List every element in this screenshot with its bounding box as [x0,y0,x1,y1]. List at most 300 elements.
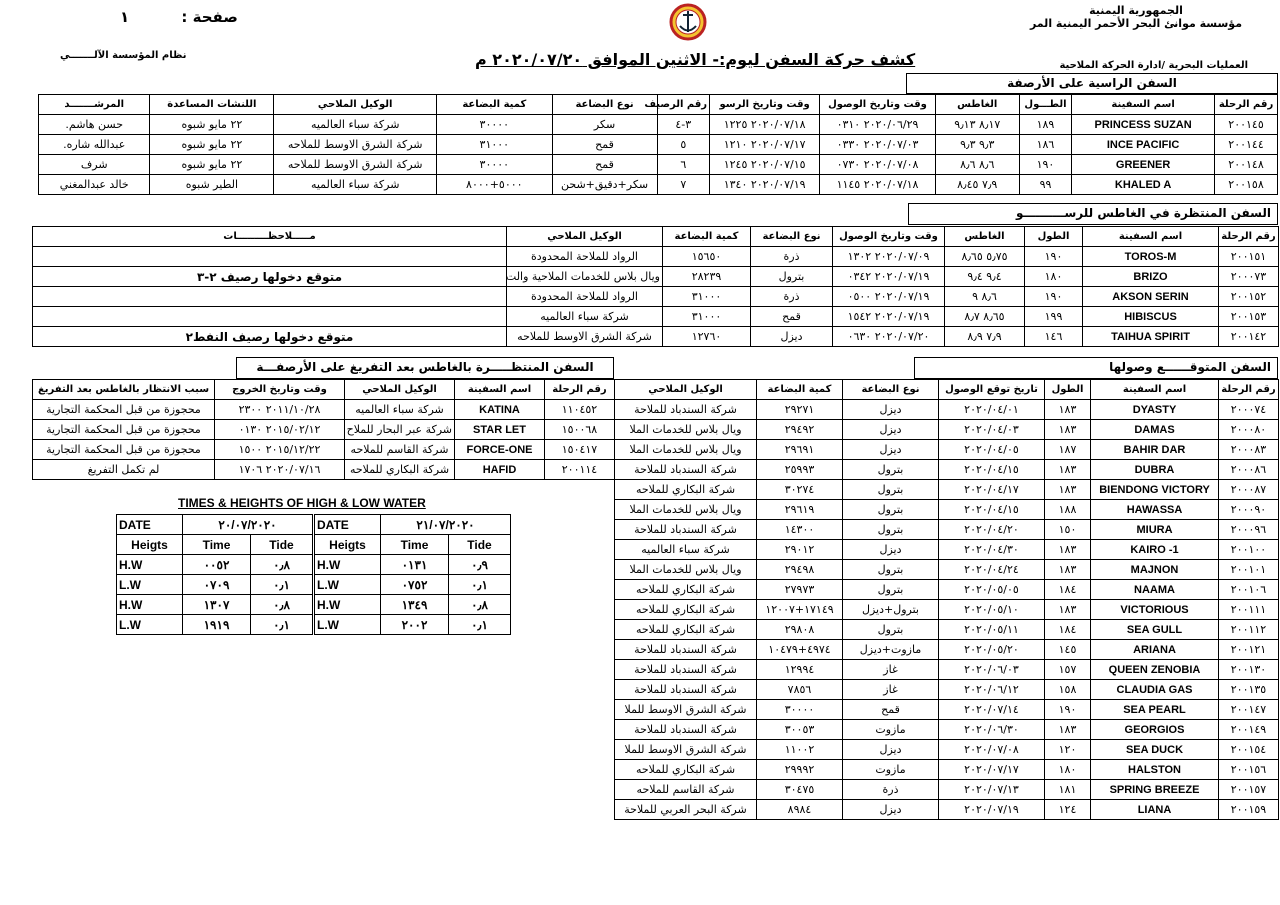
table-cell: QUEEN ZENOBIA [1091,660,1219,680]
table-cell: ٣٠٠٠٠ [437,115,552,135]
table-row [33,247,1279,267]
table-cell: ويال بلاس للخدمات الملا [615,440,757,460]
tide-row [117,615,313,635]
table-cell: سكر+دقيق+شحن [552,175,657,195]
table-cell: ١٨١ [1045,780,1091,800]
table-cell: ٢٠٢٠/٠٧/١٩ ٠٥٠٠ [833,287,945,307]
table-cell: ٢٩٨٠٨ [757,620,843,640]
table-cell: ٢٠٢٠/٠٦/٠٣ [939,660,1045,680]
table-row [615,780,1279,800]
tide-column-header: Time [183,535,251,555]
table-cell: ٢٠٢٠/٠٤/٠١ [939,400,1045,420]
column-header: كمية البضاعة [663,227,751,247]
table-cell: BRIZO [1083,267,1219,287]
table-cell: ٢٠٢٠/٠٤/٠٥ [939,440,1045,460]
system-label: نظام المؤسسة الآلـــــــي [60,50,187,61]
table-cell: شركة السندباد للملاحة [615,520,757,540]
table-cell: ٣٠٤٧٥ [757,780,843,800]
table-cell: ١٨٣ [1045,420,1091,440]
table-cell: ذرة [751,287,833,307]
tide-row [315,575,511,595]
column-header: نوع البضاعة [751,227,833,247]
table-row [615,720,1279,740]
table-cell: ٢٠٠٠٨٧ [1219,480,1279,500]
table-cell: ٢٠٢٠/٠٧/٠٩ ١٣٠٢ [833,247,945,267]
table-cell: شركة سباء العالميه [274,175,437,195]
table-cell: خالد عبدالمغني [39,175,150,195]
waiting-after-table [32,379,615,480]
table-cell: ٣١٠٠٠ [663,287,751,307]
table-cell: ٢٩٩٩٢ [757,760,843,780]
tide-row [315,555,511,575]
table-cell: ١٢٩٩٤ [757,660,843,680]
table-cell: ٧٫٩ ٨٫٤٥ [935,175,1019,195]
tide-date-label: DATE [315,515,381,535]
table-cell: ٢٩٠١٢ [757,540,843,560]
table-cell: ٢٥٩٩٣ [757,460,843,480]
table-cell: ٢٠٠١٥٨ [1215,175,1278,195]
table-cell: ٥٠٠٠+٨٠٠٠ [437,175,552,195]
table-cell: SPRING BREEZE [1091,780,1219,800]
table-cell: HAFID [455,460,545,480]
table-cell: شركة السندباد للملاحة [615,720,757,740]
table-cell: حسن هاشم. [39,115,150,135]
table-row [39,135,1278,155]
tide-row [117,555,313,575]
table-row [615,680,1279,700]
table-cell: شركة الشرق الاوسط للملاحه [507,327,663,347]
table-cell: INCE PACIFIC [1072,135,1215,155]
table-cell: ١٨٤ [1045,580,1091,600]
table-cell: ٢٠٠٠٩٠ [1219,500,1279,520]
column-header: الوكيل الملاحي [507,227,663,247]
table-cell: بترول [843,480,939,500]
table-cell: ١٩٠ [1019,155,1071,175]
tide-cell: ٢٠٠٢ [381,615,449,635]
table-cell: شركة الشرق الاوسط للملا [615,740,757,760]
table-cell: ٨٩٨٤ [757,800,843,820]
tide-cell: ٠٫٩ [449,555,511,575]
table-cell: بترول [843,460,939,480]
table-cell: قمح [751,307,833,327]
table-row [615,740,1279,760]
table-row [33,267,1279,287]
tide-cell: ٠٧٥٢ [381,575,449,595]
table-cell: قمح [552,135,657,155]
table-cell: ٢٠٢٠/٠٧/١٥ ١٢٤٥ [710,155,820,175]
column-header: وقت وتاريخ الخروج [215,380,345,400]
table-cell: HIBISCUS [1083,307,1219,327]
table-cell: ١١٠٤٥٢ [545,400,615,420]
table-cell: ٢٩٢٧١ [757,400,843,420]
table-cell: ٤٩٧٤+١٠٤٧٩ [757,640,843,660]
tide-row [315,595,511,615]
table-cell: ٢٠٢٠/٠٧/١٩ ١٣٤٠ [710,175,820,195]
tide-cell: ٠٫١ [449,575,511,595]
table-cell: ٢٠٠١١٤ [545,460,615,480]
table-cell: ٧٨٥٦ [757,680,843,700]
table-cell: ٢٠٠١٤٤ [1215,135,1278,155]
column-header: الغاطس [935,95,1019,115]
table-cell: ٢٠٢٠/٠٤/٠٣ [939,420,1045,440]
table-cell: ٢٠٠١٥٢ [1219,287,1279,307]
table-cell: BAHIR DAR [1091,440,1219,460]
table-cell: ٢٠٢٠/٠٧/١٧ ١٢١٠ [710,135,820,155]
table-cell: متوقع دخولها رصيف النفط٢ [33,327,507,347]
table-cell: قمح [552,155,657,175]
table-cell: مازوت [843,720,939,740]
column-header: رقم الرحلة [1215,95,1278,115]
table-row [615,580,1279,600]
berthed-caption: السفن الراسية على الأرصفة [906,73,1278,94]
table-cell: ٦ [657,155,709,175]
table-cell: ٢٠٢٠/٠٧/١٨ ١١٤٥ [820,175,935,195]
table-cell: ١٢٤ [1045,800,1091,820]
table-cell: مازوت+ديزل [843,640,939,660]
table-cell: شركة سباء العالميه [507,307,663,327]
table-row [615,500,1279,520]
table-cell: ٢٧٩٧٣ [757,580,843,600]
column-header: الغاطس [945,227,1025,247]
table-cell: ٢٠٠١٣٥ [1219,680,1279,700]
table-row [615,760,1279,780]
table-cell: شركة عبر البحار للملاح [345,420,455,440]
table-cell: ١٨٣ [1045,540,1091,560]
table-cell: ١٨٣ [1045,600,1091,620]
column-header: الوكيل الملاحي [274,95,437,115]
waiting-berth-caption: السفن المنتظرة في الغاطس للرســــــــــو [908,203,1278,225]
berthed-header-row [39,95,1278,115]
table-cell: ذرة [751,247,833,267]
table-cell: ١٨٣ [1045,480,1091,500]
table-cell: ٢٠٢٠/٠٧/١٨ ١٢٢٥ [710,115,820,135]
table-cell: شركة البكاري للملاحه [345,460,455,480]
tide-cell: H.W [315,555,381,575]
table-cell: SEA DUCK [1091,740,1219,760]
table-cell: FORCE-ONE [455,440,545,460]
table-cell: ١٨٣ [1045,720,1091,740]
table-row [615,800,1279,820]
tide-cell: ٠٫٨ [449,595,511,615]
table-cell: ذرة [843,780,939,800]
column-header: الوكيل الملاحي [615,380,757,400]
table-row [615,540,1279,560]
table-cell: ٢٠٢٠/٠٧/٠٣ ٠٣٣٠ [820,135,935,155]
expected-caption: السفن المتوقــــــع وصولها [914,357,1278,379]
table-row [615,520,1279,540]
tide-cell: ٠٫١ [449,615,511,635]
table-cell: ٥٫٧٥ ٨٫٦٥ [945,247,1025,267]
table-cell: ٢٠٢٠/٠٦/١٢ [939,680,1045,700]
table-cell: ٢٩٤٩٢ [757,420,843,440]
table-cell: ١٨٧ [1045,440,1091,460]
table-row [33,440,615,460]
table-cell: ديزل [843,740,939,760]
table-cell: ١٥٨ [1045,680,1091,700]
table-cell: ديزل [843,440,939,460]
table-cell: HALSTON [1091,760,1219,780]
table-cell: ١٥٧ [1045,660,1091,680]
table-cell: ٣٠٠٠٠ [437,155,552,175]
table-row [615,660,1279,680]
table-cell: ٢٠٢٠/٠٧/١٦ ١٧٠٦ [215,460,345,480]
table-cell: محجوزة من قبل المحكمة التجارية [33,420,215,440]
table-row [615,420,1279,440]
table-cell: غاز [843,660,939,680]
table-cell: MIURA [1091,520,1219,540]
expected-table [614,379,1279,820]
table-cell: HAWASSA [1091,500,1219,520]
table-cell: ٢٠٠٠٧٤ [1219,400,1279,420]
table-cell: DAMAS [1091,420,1219,440]
table-cell: ٢٨٢٣٩ [663,267,751,287]
table-cell: GREENER [1072,155,1215,175]
tide-table [116,514,313,635]
table-row [33,307,1279,327]
column-header: الطول [1045,380,1091,400]
table-cell: ١٩٠ [1045,700,1091,720]
column-header: وقت وتاريخ الوصول [820,95,935,115]
table-cell: ٢٠٠٠٨٠ [1219,420,1279,440]
table-cell: ٢٠٢٠/٠٧/٢٠ ٠٦٣٠ [833,327,945,347]
table-cell: ٣١٠٠٠ [663,307,751,327]
table-cell [33,247,507,267]
table-row [615,480,1279,500]
table-cell: ٨٫٦ ٩ [945,287,1025,307]
waiting-after-caption: السفن المنتظـــــرة بالغاطس بعد التفريغ على الأرصفـــة [236,357,614,379]
table-cell: قمح [843,700,939,720]
column-header: رقم الرحلة [1219,380,1279,400]
column-header: وقت وتاريخ الرسو [710,95,820,115]
column-header: الطـــول [1019,95,1071,115]
table-cell: شركة السندباد للملاحة [615,400,757,420]
column-header: اسم السفينة [1083,227,1219,247]
table-cell: شركة الشرق الاوسط للملاحه [274,135,437,155]
table-cell: ٢٠٠٠٨٦ [1219,460,1279,480]
tide-cell: L.W [315,615,381,635]
table-cell: ٢٠٠١٥٦ [1219,760,1279,780]
tide-cell: ٠٠٥٢ [183,555,251,575]
table-cell: ٩٫٣ ٩٫٣ [935,135,1019,155]
table-cell: بترول [843,620,939,640]
tide-cell: L.W [117,575,183,595]
table-cell: ٢٠٢٠/٠٦/٣٠ [939,720,1045,740]
column-header: سبب الانتظار بالغاطس بعد التفريغ [33,380,215,400]
table-cell: ٢٠٢٠/٠٧/١٧ [939,760,1045,780]
tide-date: ٢٠/٠٧/٢٠٢٠ [183,515,313,535]
anchor-emblem-icon [668,2,708,42]
table-cell: ويال بلاس للخدمات الملا [615,560,757,580]
table-cell: ٢٠٢٠/٠٧/١٤ [939,700,1045,720]
table-cell: بترول [843,560,939,580]
table-cell: ٢٠٢٠/٠٤/١٥ [939,500,1045,520]
table-cell: ٢٠٠١٠٦ [1219,580,1279,600]
tide-date-label: DATE [117,515,183,535]
table-cell: ٢٢ مايو شبوه [150,135,274,155]
table-cell: ديزل [843,420,939,440]
column-header: نوع البضاعة [552,95,657,115]
table-row [615,600,1279,620]
table-cell: ٢٩٦١٩ [757,500,843,520]
table-cell: ٢٠٠١١١ [1219,600,1279,620]
tide-row [117,595,313,615]
table-cell: GEORGIOS [1091,720,1219,740]
table-cell: شركة سباء العالميه [615,540,757,560]
table-cell: ١٨٠ [1045,760,1091,780]
table-cell: محجوزة من قبل المحكمة التجارية [33,440,215,460]
table-cell: DUBRA [1091,460,1219,480]
column-header: كمية البضاعة [437,95,552,115]
table-cell: ٢٠٢٠/٠٥/١١ [939,620,1045,640]
table-cell: الطير شبوه [150,175,274,195]
table-cell [33,307,507,327]
table-cell: شركة الشرق الاوسط للملاحه [274,155,437,175]
tide-cell: L.W [117,615,183,635]
table-row [33,287,1279,307]
table-cell: ٢٠٢٠/٠٤/١٥ [939,460,1045,480]
tide-cell: H.W [315,595,381,615]
dept-label: العمليات البحرية /ادارة الحركة الملاحية [1059,60,1248,71]
table-cell: ويال بلاس للخدمات الملا [615,500,757,520]
table-cell: DYASTY [1091,400,1219,420]
table-cell: ٣٠٠٥٣ [757,720,843,740]
table-cell: KAIRO -1 [1091,540,1219,560]
table-cell: ١٩٠ [1025,287,1083,307]
tide-column-header: Time [381,535,449,555]
table-cell: ٢٠٠١٠٠ [1219,540,1279,560]
table-cell: SEA PEARL [1091,700,1219,720]
table-cell: شركة البكاري للملاحه [615,600,757,620]
table-cell: ٢٠٠١٥١ [1219,247,1279,267]
table-cell: شرف [39,155,150,175]
table-cell: ديزل [843,540,939,560]
tide-cell: ٠٫٨ [251,555,313,575]
table-cell: شركة البحر العربي للملاحة [615,800,757,820]
table-cell: ٢٠٠١٤٧ [1219,700,1279,720]
tide-cell: ٠٫٨ [251,595,313,615]
table-cell: ٢٠٢٠/٠٤/١٧ [939,480,1045,500]
table-cell: ٢٠٠٠٧٣ [1219,267,1279,287]
table-cell: ٣٠٠٠٠ [757,700,843,720]
table-row [33,420,615,440]
column-header: اسم السفينة [1091,380,1219,400]
table-cell: ٢٠٢٠/٠٤/٢٠ [939,520,1045,540]
table-cell: ٢٠٠١٤٥ [1215,115,1278,135]
table-cell: ٢٠٢٠/٠٦/٢٩ ٠٣١٠ [820,115,935,135]
table-cell: شركة السندباد للملاحة [615,680,757,700]
table-cell: ١٨٨ [1045,500,1091,520]
table-row [615,560,1279,580]
column-header: الوكيل الملاحي [345,380,455,400]
table-cell: ٢٩٦٩١ [757,440,843,460]
table-cell: شركة القاسم للملاحه [345,440,455,460]
column-header: وقت وتاريخ الوصول [833,227,945,247]
table-cell: لم تكمل التفريغ [33,460,215,480]
table-cell: ٢٢ مايو شبوه [150,115,274,135]
table-cell: ٩٩ [1019,175,1071,195]
table-cell: ١٤٦ [1025,327,1083,347]
table-cell: ٢٠٢٠/٠٧/٠٨ [939,740,1045,760]
tides-title: TIMES & HEIGHTS OF HIGH & LOW WATER [178,496,426,510]
table-cell: ٢٠٢٠/٠٥/٢٠ [939,640,1045,660]
org-name: مؤسسة موانئ البحر الأحمر اليمنية المر [1029,17,1242,30]
table-cell: ٨٫٦٥ ٨٫٧ [945,307,1025,327]
header-block [1030,4,1242,30]
table-cell: AKSON SERIN [1083,287,1219,307]
table-cell: ١٨٣ [1045,400,1091,420]
column-header: تاريخ توقع الوصول [939,380,1045,400]
country-name: الجمهورية اليمنية [1089,4,1183,17]
table-cell: ٢٠٠٠٨٣ [1219,440,1279,460]
waiting-berth-table [32,226,1279,347]
table-cell: STAR LET [455,420,545,440]
tide-column-header: Tide [251,535,313,555]
page-title: كشف حركة السفن ليوم:- الاثنين الموافق ٢٠٢٠/٠٧/٢٠ م [475,50,916,69]
table-cell: ٧٫٩ ٨٫٩ [945,327,1025,347]
table-cell: ديزل [843,800,939,820]
table-row [615,700,1279,720]
table-cell: ٢٠١١/١٠/٢٨ ٢٣٠٠ [215,400,345,420]
table-cell: ١٥٠٤١٧ [545,440,615,460]
table-cell: ٢٠١٥/٠٢/١٢ ٠١٣٠ [215,420,345,440]
page-label: صفحة : [181,8,238,26]
table-cell: ١٨٩ [1019,115,1071,135]
table-cell: ١٥٠٠٦٨ [545,420,615,440]
table-cell: ١٤٣٠٠ [757,520,843,540]
table-row [615,400,1279,420]
table-cell: ١٩٠ [1025,247,1083,267]
table-cell: ويال بلاس للخدمات الملاحية والت [507,267,663,287]
table-cell: SEA GULL [1091,620,1219,640]
table-cell: ٥ [657,135,709,155]
table-cell: عبدالله شاره. [39,135,150,155]
table-cell: ١٨٣ [1045,460,1091,480]
tide-table [314,514,511,635]
tide-row [315,615,511,635]
tide-cell: H.W [117,595,183,615]
table-cell: ٢٠٢٠/٠٤/٢٤ [939,560,1045,580]
table-cell: ٢٠٠١١٢ [1219,620,1279,640]
column-header: رقم الرصيف [657,95,709,115]
table-cell: شركة سباء العالميه [345,400,455,420]
table-cell: ١٨٠ [1025,267,1083,287]
table-cell: ٨٫١٧ ٩٫١٣ [935,115,1019,135]
table-cell: محجوزة من قبل المحكمة التجارية [33,400,215,420]
table-cell: ٢٠٠١٥٣ [1219,307,1279,327]
table-cell: شركة الشرق الاوسط للملا [615,700,757,720]
table-cell [33,287,507,307]
tide-cell: ٠٫١ [251,615,313,635]
table-cell: ٧ [657,175,709,195]
tide-cell: ١٣٠٧ [183,595,251,615]
table-cell: شركة السندباد للملاحة [615,460,757,480]
column-header: كمية البضاعة [757,380,843,400]
table-cell: ديزل [843,400,939,420]
column-header: اسم السفينة [1072,95,1215,115]
table-cell: سكر [552,115,657,135]
table-cell: KATINA [455,400,545,420]
table-cell: الرواد للملاحة المحدودة [507,287,663,307]
table-cell: ARIANA [1091,640,1219,660]
table-cell: ٢٠٢٠/٠٧/١٣ [939,780,1045,800]
column-header: المرشـــــــد [39,95,150,115]
table-cell: ١٤٥ [1045,640,1091,660]
table-cell: ٢٠٠١٠١ [1219,560,1279,580]
table-cell: ٢٠٠١٤٢ [1219,327,1279,347]
table-cell: ١٩٩ [1025,307,1083,327]
table-row [33,327,1279,347]
table-cell: ٨٫٦ ٨٫٦ [935,155,1019,175]
